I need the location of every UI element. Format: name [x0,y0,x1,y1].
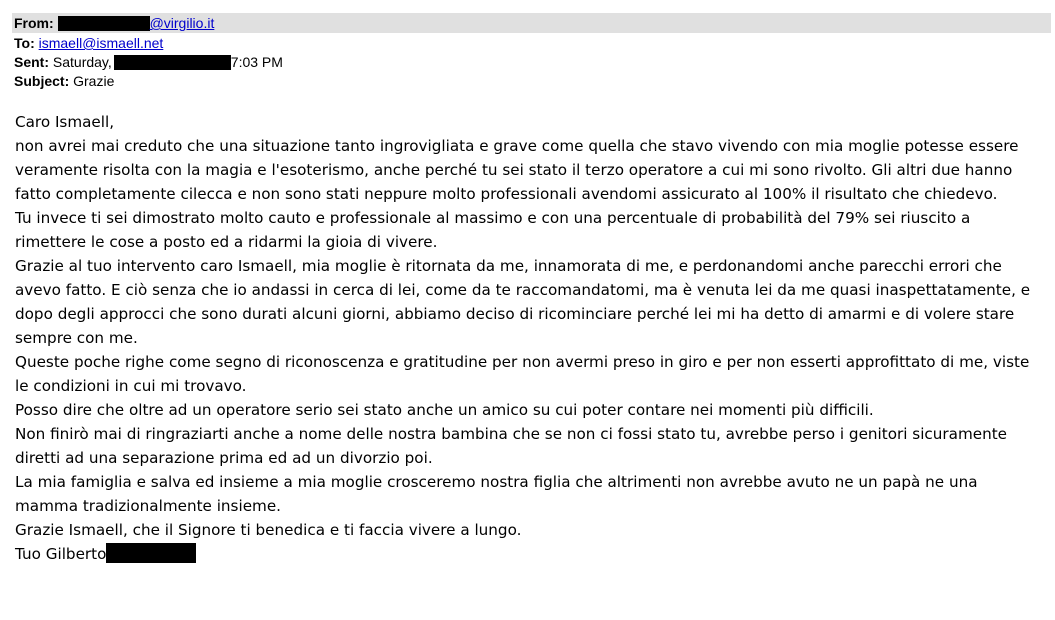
paragraph-1: non avrei mai creduto che una situazione tanto ingrovigliata e grave come quella che stavo vivendo con mia moglie potesse essere veramente risolta con la magia e l'esoterismo, anche perché tu sei stato il terzo operatore a cui mi sono rivolto. Gli altri due hanno fatto completamente cilecca e non sono stati neppure molto professionali avendomi assicurato al 100% il risultato che chiedevo. [15,137,1019,203]
paragraph-5: Posso dire che oltre ad un operatore serio sei stato anche un amico su cui poter contare nei momenti più difficili. [15,401,874,419]
sent-label: Sent: [14,54,49,70]
sent-time: 7:03 PM [230,54,283,70]
subject-value: Grazie [73,73,115,89]
message-body [15,110,1045,566]
from-row [14,14,214,32]
signature-line [15,542,1045,566]
signature: Tuo Gilberto [15,545,107,563]
subject-row [14,72,114,90]
signature-redaction [106,543,196,563]
to-email-link[interactable]: ismaell@ismaell.net [38,35,164,51]
from-label: From: [14,15,54,31]
from-redaction [58,16,150,31]
greeting: Caro Ismaell, [15,113,115,131]
subject-label: Subject: [14,73,70,89]
sent-day: Saturday, [52,54,112,70]
paragraph-2: Tu invece ti sei dimostrato molto cauto e professionale al massimo e con una percentuale di probabilità del 79% sei riuscito a rimettere le cose a posto ed a ridarmi la gioia di vivere. [15,209,971,251]
sent-redaction [114,55,231,70]
to-label: To: [14,35,35,51]
paragraph-4: Queste poche righe come segno di riconoscenza e gratitudine per non avermi preso in giro e per non esserti approfittato di me, viste le condizioni in cui mi trovavo. [15,353,1030,395]
sent-row [14,53,283,71]
from-email-domain[interactable]: @virgilio.it [149,15,215,31]
paragraph-7: La mia famiglia e salva ed insieme a mia moglie crosceremo nostra figlia che altrimenti non avrebbe avuto ne un papà ne una mamma tradizionalmente insieme. [15,473,978,515]
to-row [14,34,163,52]
paragraph-3: Grazie al tuo intervento caro Ismaell, mia moglie è ritornata da me, innamorata di me, e perdonandomi anche parecchi errori che avevo fatto. E ciò senza che io andassi in cerca di lei, come da te raccomandatomi, ma è venuta lei da me quasi inaspettatamente, e dopo degli approcci che sono durati alcuni giorni, abbiamo deciso di ricominciare perché lei mi ha detto di amarmi e di volere stare sempre con me. [15,257,1031,347]
paragraph-8: Grazie Ismaell, che il Signore ti benedica e ti faccia vivere a lungo. [15,521,522,539]
paragraph-6: Non finirò mai di ringraziarti anche a nome delle nostra bambina che se non ci fossi stato tu, avrebbe perso i genitori sicuramente diretti ad una separazione prima ed ad un divorzio poi. [15,425,1008,467]
